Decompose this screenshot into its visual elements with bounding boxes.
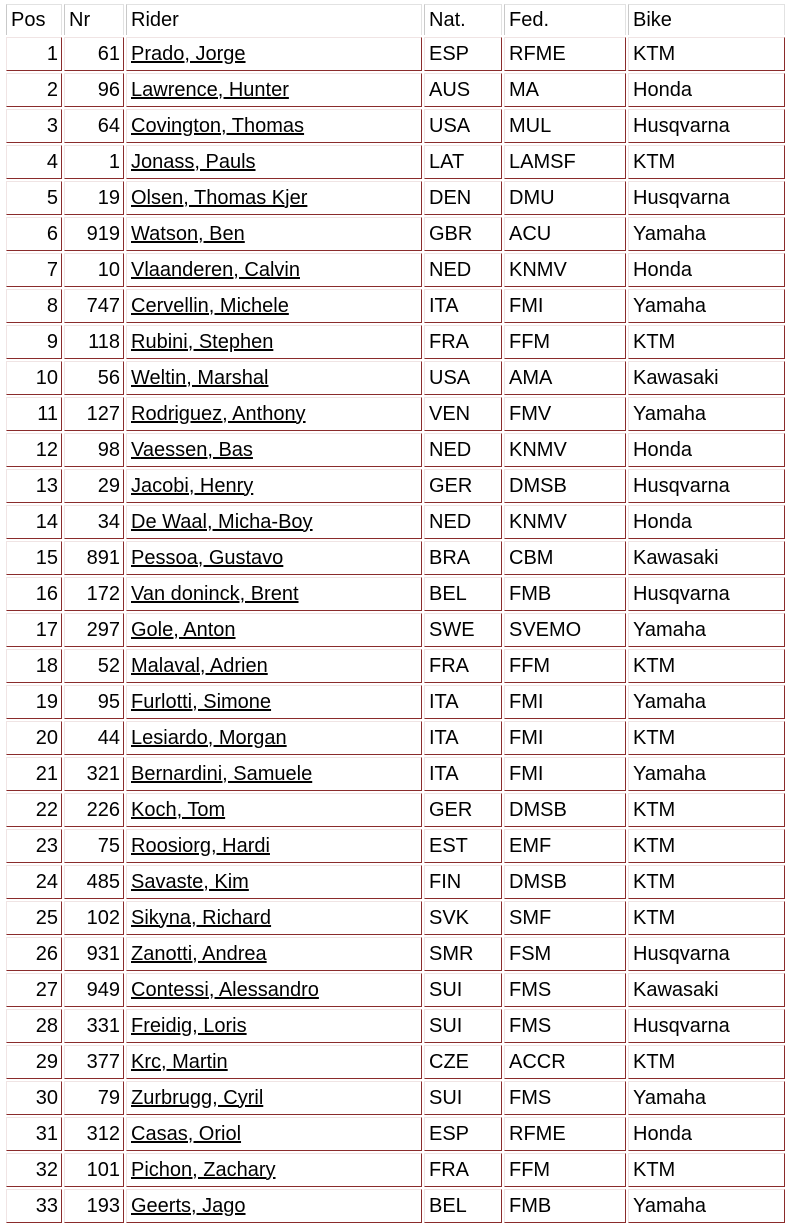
pos-cell: 24 xyxy=(6,865,62,899)
pos-cell: 17 xyxy=(6,613,62,647)
rider-link[interactable]: Watson, Ben xyxy=(131,222,245,245)
pos-cell: 9 xyxy=(6,325,62,359)
federation-cell: ACCR xyxy=(504,1045,626,1079)
rider-link[interactable]: Furlotti, Simone xyxy=(131,690,272,713)
nationality-cell: SMR xyxy=(424,937,502,971)
table-row xyxy=(6,1009,785,1043)
federation-cell: RFME xyxy=(504,37,626,71)
number-cell: 34 xyxy=(64,505,124,539)
bike-cell: KTM xyxy=(628,829,785,863)
table-row xyxy=(6,937,785,971)
bike-cell: Kawasaki xyxy=(628,361,785,395)
results-table xyxy=(4,2,785,1225)
bike-cell: Husqvarna xyxy=(628,1009,785,1043)
pos-cell: 18 xyxy=(6,649,62,683)
bike-cell: KTM xyxy=(628,325,785,359)
federation-cell: EMF xyxy=(504,829,626,863)
rider-cell xyxy=(126,685,422,719)
federation-cell: FMB xyxy=(504,1189,626,1223)
federation-cell: MUL xyxy=(504,109,626,143)
rider-cell xyxy=(126,973,422,1007)
rider-cell xyxy=(126,829,422,863)
rider-cell xyxy=(126,937,422,971)
header-row xyxy=(6,4,785,35)
federation-cell: RFME xyxy=(504,1117,626,1151)
rider-cell xyxy=(126,1153,422,1187)
federation-cell: FFM xyxy=(504,649,626,683)
nationality-cell: SUI xyxy=(424,973,502,1007)
pos-cell: 2 xyxy=(6,73,62,107)
rider-cell xyxy=(126,325,422,359)
table-row xyxy=(6,289,785,323)
rider-link[interactable]: Olsen, Thomas Kjer xyxy=(131,186,308,209)
nationality-cell: NED xyxy=(424,253,502,287)
bike-cell: Kawasaki xyxy=(628,973,785,1007)
pos-cell: 33 xyxy=(6,1189,62,1223)
federation-cell: FMS xyxy=(504,1009,626,1043)
table-row xyxy=(6,109,785,143)
pos-cell: 4 xyxy=(6,145,62,179)
federation-cell: SVEMO xyxy=(504,613,626,647)
federation-cell: FMI xyxy=(504,757,626,791)
table-row xyxy=(6,37,785,71)
bike-cell: KTM xyxy=(628,1045,785,1079)
table-row xyxy=(6,145,785,179)
number-cell: 747 xyxy=(64,289,124,323)
table-row xyxy=(6,361,785,395)
table-row xyxy=(6,433,785,467)
nationality-cell: GER xyxy=(424,793,502,827)
bike-cell: KTM xyxy=(628,649,785,683)
pos-cell: 26 xyxy=(6,937,62,971)
pos-cell: 12 xyxy=(6,433,62,467)
bike-cell: Yamaha xyxy=(628,1081,785,1115)
table-row xyxy=(6,325,785,359)
federation-cell: KNMV xyxy=(504,253,626,287)
table-row xyxy=(6,901,785,935)
table-row xyxy=(6,181,785,215)
rider-link[interactable]: Weltin, Marshal xyxy=(131,366,269,389)
bike-cell: KTM xyxy=(628,1153,785,1187)
bike-cell: Yamaha xyxy=(628,685,785,719)
nationality-cell: GER xyxy=(424,469,502,503)
number-cell: 10 xyxy=(64,253,124,287)
nationality-cell: NED xyxy=(424,433,502,467)
rider-link[interactable]: Jonass, Pauls xyxy=(131,150,256,173)
federation-cell: FMI xyxy=(504,721,626,755)
table-row xyxy=(6,1189,785,1223)
pos-cell: 11 xyxy=(6,397,62,431)
header-rider[interactable]: Rider xyxy=(126,4,422,35)
nationality-cell: SWE xyxy=(424,613,502,647)
rider-cell xyxy=(126,145,422,179)
rider-cell xyxy=(126,1081,422,1115)
nationality-cell: AUS xyxy=(424,73,502,107)
rider-link[interactable]: De Waal, Micha-Boy xyxy=(131,510,313,533)
nationality-cell: BRA xyxy=(424,541,502,575)
federation-cell: FMI xyxy=(504,685,626,719)
nationality-cell: SUI xyxy=(424,1009,502,1043)
number-cell: 96 xyxy=(64,73,124,107)
number-cell: 891 xyxy=(64,541,124,575)
rider-link[interactable]: Malaval, Adrien xyxy=(131,654,268,677)
rider-link[interactable]: Lesiardo, Morgan xyxy=(131,726,287,749)
rider-cell xyxy=(126,541,422,575)
rider-cell xyxy=(126,793,422,827)
number-cell: 1 xyxy=(64,145,124,179)
pos-cell: 30 xyxy=(6,1081,62,1115)
rider-cell xyxy=(126,181,422,215)
table-row xyxy=(6,865,785,899)
nationality-cell: ESP xyxy=(424,37,502,71)
number-cell: 949 xyxy=(64,973,124,1007)
number-cell: 52 xyxy=(64,649,124,683)
pos-cell: 19 xyxy=(6,685,62,719)
rider-link[interactable]: Vaessen, Bas xyxy=(131,438,253,461)
pos-cell: 32 xyxy=(6,1153,62,1187)
table-row xyxy=(6,505,785,539)
header-pos[interactable]: Pos xyxy=(6,4,62,35)
pos-cell: 3 xyxy=(6,109,62,143)
pos-cell: 20 xyxy=(6,721,62,755)
rider-cell xyxy=(126,469,422,503)
header-fed[interactable]: Fed. xyxy=(504,4,626,35)
bike-cell: Husqvarna xyxy=(628,577,785,611)
number-cell: 377 xyxy=(64,1045,124,1079)
bike-cell: Husqvarna xyxy=(628,181,785,215)
bike-cell: KTM xyxy=(628,145,785,179)
table-row xyxy=(6,469,785,503)
pos-cell: 13 xyxy=(6,469,62,503)
table-row xyxy=(6,793,785,827)
table-row xyxy=(6,541,785,575)
rider-cell xyxy=(126,613,422,647)
federation-cell: DMSB xyxy=(504,469,626,503)
nationality-cell: BEL xyxy=(424,577,502,611)
number-cell: 919 xyxy=(64,217,124,251)
nationality-cell: USA xyxy=(424,361,502,395)
bike-cell: Honda xyxy=(628,73,785,107)
table-row xyxy=(6,613,785,647)
pos-cell: 5 xyxy=(6,181,62,215)
rider-cell xyxy=(126,289,422,323)
pos-cell: 7 xyxy=(6,253,62,287)
number-cell: 931 xyxy=(64,937,124,971)
rider-cell xyxy=(126,1189,422,1223)
pos-cell: 16 xyxy=(6,577,62,611)
table-row xyxy=(6,253,785,287)
federation-cell: KNMV xyxy=(504,505,626,539)
number-cell: 56 xyxy=(64,361,124,395)
rider-link[interactable]: Cervellin, Michele xyxy=(131,294,289,317)
number-cell: 321 xyxy=(64,757,124,791)
table-row xyxy=(6,721,785,755)
table-row xyxy=(6,1045,785,1079)
number-cell: 75 xyxy=(64,829,124,863)
rider-cell xyxy=(126,757,422,791)
table-row xyxy=(6,73,785,107)
nationality-cell: EST xyxy=(424,829,502,863)
header-nr[interactable]: Nr xyxy=(64,4,124,35)
bike-cell: Kawasaki xyxy=(628,541,785,575)
pos-cell: 25 xyxy=(6,901,62,935)
number-cell: 44 xyxy=(64,721,124,755)
rider-cell xyxy=(126,721,422,755)
bike-cell: KTM xyxy=(628,865,785,899)
bike-cell: Honda xyxy=(628,1117,785,1151)
rider-cell xyxy=(126,1009,422,1043)
nationality-cell: ITA xyxy=(424,685,502,719)
rider-cell xyxy=(126,433,422,467)
number-cell: 79 xyxy=(64,1081,124,1115)
table-row xyxy=(6,1081,785,1115)
bike-cell: KTM xyxy=(628,721,785,755)
bike-cell: Honda xyxy=(628,505,785,539)
pos-cell: 27 xyxy=(6,973,62,1007)
bike-cell: Honda xyxy=(628,253,785,287)
federation-cell: FMI xyxy=(504,289,626,323)
pos-cell: 21 xyxy=(6,757,62,791)
rider-cell xyxy=(126,361,422,395)
number-cell: 331 xyxy=(64,1009,124,1043)
rider-cell xyxy=(126,37,422,71)
number-cell: 297 xyxy=(64,613,124,647)
rider-link[interactable]: Casas, Oriol xyxy=(131,1122,242,1145)
federation-cell: FSM xyxy=(504,937,626,971)
rider-link[interactable]: Prado, Jorge xyxy=(131,42,246,65)
bike-cell: Honda xyxy=(628,433,785,467)
federation-cell: DMU xyxy=(504,181,626,215)
nationality-cell: LAT xyxy=(424,145,502,179)
nationality-cell: SUI xyxy=(424,1081,502,1115)
rider-cell xyxy=(126,253,422,287)
table-row xyxy=(6,757,785,791)
rider-link[interactable]: Geerts, Jago xyxy=(131,1194,246,1217)
federation-cell: FFM xyxy=(504,1153,626,1187)
nationality-cell: DEN xyxy=(424,181,502,215)
federation-cell: FMB xyxy=(504,577,626,611)
rider-link[interactable]: Krc, Martin xyxy=(131,1050,228,1073)
number-cell: 226 xyxy=(64,793,124,827)
results-body xyxy=(6,37,785,1223)
nationality-cell: USA xyxy=(424,109,502,143)
rider-link[interactable]: Bernardini, Samuele xyxy=(131,762,313,785)
table-row xyxy=(6,829,785,863)
bike-cell: Husqvarna xyxy=(628,937,785,971)
pos-cell: 15 xyxy=(6,541,62,575)
rider-link[interactable]: Sikyna, Richard xyxy=(131,906,272,929)
nationality-cell: FRA xyxy=(424,649,502,683)
rider-link[interactable]: Pichon, Zachary xyxy=(131,1158,276,1181)
bike-cell: KTM xyxy=(628,793,785,827)
number-cell: 312 xyxy=(64,1117,124,1151)
federation-cell: FFM xyxy=(504,325,626,359)
bike-cell: KTM xyxy=(628,901,785,935)
number-cell: 101 xyxy=(64,1153,124,1187)
number-cell: 98 xyxy=(64,433,124,467)
table-row xyxy=(6,577,785,611)
rider-link[interactable]: Zanotti, Andrea xyxy=(131,942,267,965)
nationality-cell: FIN xyxy=(424,865,502,899)
rider-link[interactable]: Rodriguez, Anthony xyxy=(131,402,306,425)
rider-link[interactable]: Freidig, Loris xyxy=(131,1014,247,1037)
nationality-cell: VEN xyxy=(424,397,502,431)
pos-cell: 22 xyxy=(6,793,62,827)
table-row xyxy=(6,685,785,719)
rider-cell xyxy=(126,73,422,107)
pos-cell: 6 xyxy=(6,217,62,251)
number-cell: 118 xyxy=(64,325,124,359)
rider-cell xyxy=(126,1045,422,1079)
rider-link[interactable]: Gole, Anton xyxy=(131,618,236,641)
table-row xyxy=(6,217,785,251)
nationality-cell: ITA xyxy=(424,757,502,791)
federation-cell: LAMSF xyxy=(504,145,626,179)
nationality-cell: CZE xyxy=(424,1045,502,1079)
bike-cell: Yamaha xyxy=(628,289,785,323)
table-row xyxy=(6,1117,785,1151)
federation-cell: SMF xyxy=(504,901,626,935)
federation-cell: FMS xyxy=(504,973,626,1007)
number-cell: 19 xyxy=(64,181,124,215)
federation-cell: KNMV xyxy=(504,433,626,467)
rider-link[interactable]: Lawrence, Hunter xyxy=(131,78,289,101)
federation-cell: DMSB xyxy=(504,865,626,899)
rider-link[interactable]: Vlaanderen, Calvin xyxy=(131,258,300,281)
federation-cell: FMS xyxy=(504,1081,626,1115)
pos-cell: 14 xyxy=(6,505,62,539)
rider-cell xyxy=(126,505,422,539)
pos-cell: 28 xyxy=(6,1009,62,1043)
nationality-cell: GBR xyxy=(424,217,502,251)
pos-cell: 23 xyxy=(6,829,62,863)
table-row xyxy=(6,973,785,1007)
rider-link[interactable]: Koch, Tom xyxy=(131,798,226,821)
pos-cell: 10 xyxy=(6,361,62,395)
rider-link[interactable]: Jacobi, Henry xyxy=(131,474,254,497)
rider-cell xyxy=(126,397,422,431)
nationality-cell: FRA xyxy=(424,325,502,359)
table-row xyxy=(6,649,785,683)
rider-cell xyxy=(126,901,422,935)
pos-cell: 31 xyxy=(6,1117,62,1151)
federation-cell: FMV xyxy=(504,397,626,431)
header-bike[interactable]: Bike xyxy=(628,4,785,35)
number-cell: 127 xyxy=(64,397,124,431)
table-row xyxy=(6,397,785,431)
bike-cell: Yamaha xyxy=(628,1189,785,1223)
nationality-cell: ESP xyxy=(424,1117,502,1151)
number-cell: 64 xyxy=(64,109,124,143)
federation-cell: AMA xyxy=(504,361,626,395)
rider-link[interactable]: Roosiorg, Hardi xyxy=(131,834,270,857)
bike-cell: KTM xyxy=(628,37,785,71)
federation-cell: CBM xyxy=(504,541,626,575)
nationality-cell: FRA xyxy=(424,1153,502,1187)
rider-cell xyxy=(126,217,422,251)
bike-cell: Husqvarna xyxy=(628,109,785,143)
rider-cell xyxy=(126,109,422,143)
number-cell: 485 xyxy=(64,865,124,899)
rider-link[interactable]: Covington, Thomas xyxy=(131,114,305,137)
rider-link[interactable]: Savaste, Kim xyxy=(131,870,249,893)
nationality-cell: BEL xyxy=(424,1189,502,1223)
rider-cell xyxy=(126,1117,422,1151)
bike-cell: Husqvarna xyxy=(628,469,785,503)
nationality-cell: NED xyxy=(424,505,502,539)
nationality-cell: ITA xyxy=(424,721,502,755)
federation-cell: MA xyxy=(504,73,626,107)
rider-cell xyxy=(126,649,422,683)
federation-cell: DMSB xyxy=(504,793,626,827)
bike-cell: Yamaha xyxy=(628,397,785,431)
rider-link[interactable]: Van doninck, Brent xyxy=(131,582,299,605)
number-cell: 61 xyxy=(64,37,124,71)
rider-link[interactable]: Rubini, Stephen xyxy=(131,330,274,353)
rider-link[interactable]: Zurbrugg, Cyril xyxy=(131,1086,264,1109)
bike-cell: Yamaha xyxy=(628,217,785,251)
bike-cell: Yamaha xyxy=(628,613,785,647)
nationality-cell: ITA xyxy=(424,289,502,323)
bike-cell: Yamaha xyxy=(628,757,785,791)
pos-cell: 29 xyxy=(6,1045,62,1079)
number-cell: 193 xyxy=(64,1189,124,1223)
rider-cell xyxy=(126,865,422,899)
rider-cell xyxy=(126,577,422,611)
pos-cell: 1 xyxy=(6,37,62,71)
table-row xyxy=(6,1153,785,1187)
nationality-cell: SVK xyxy=(424,901,502,935)
header-nat[interactable]: Nat. xyxy=(424,4,502,35)
rider-link[interactable]: Pessoa, Gustavo xyxy=(131,546,284,569)
number-cell: 172 xyxy=(64,577,124,611)
federation-cell: ACU xyxy=(504,217,626,251)
number-cell: 102 xyxy=(64,901,124,935)
rider-link[interactable]: Contessi, Alessandro xyxy=(131,978,319,1001)
number-cell: 29 xyxy=(64,469,124,503)
pos-cell: 8 xyxy=(6,289,62,323)
number-cell: 95 xyxy=(64,685,124,719)
